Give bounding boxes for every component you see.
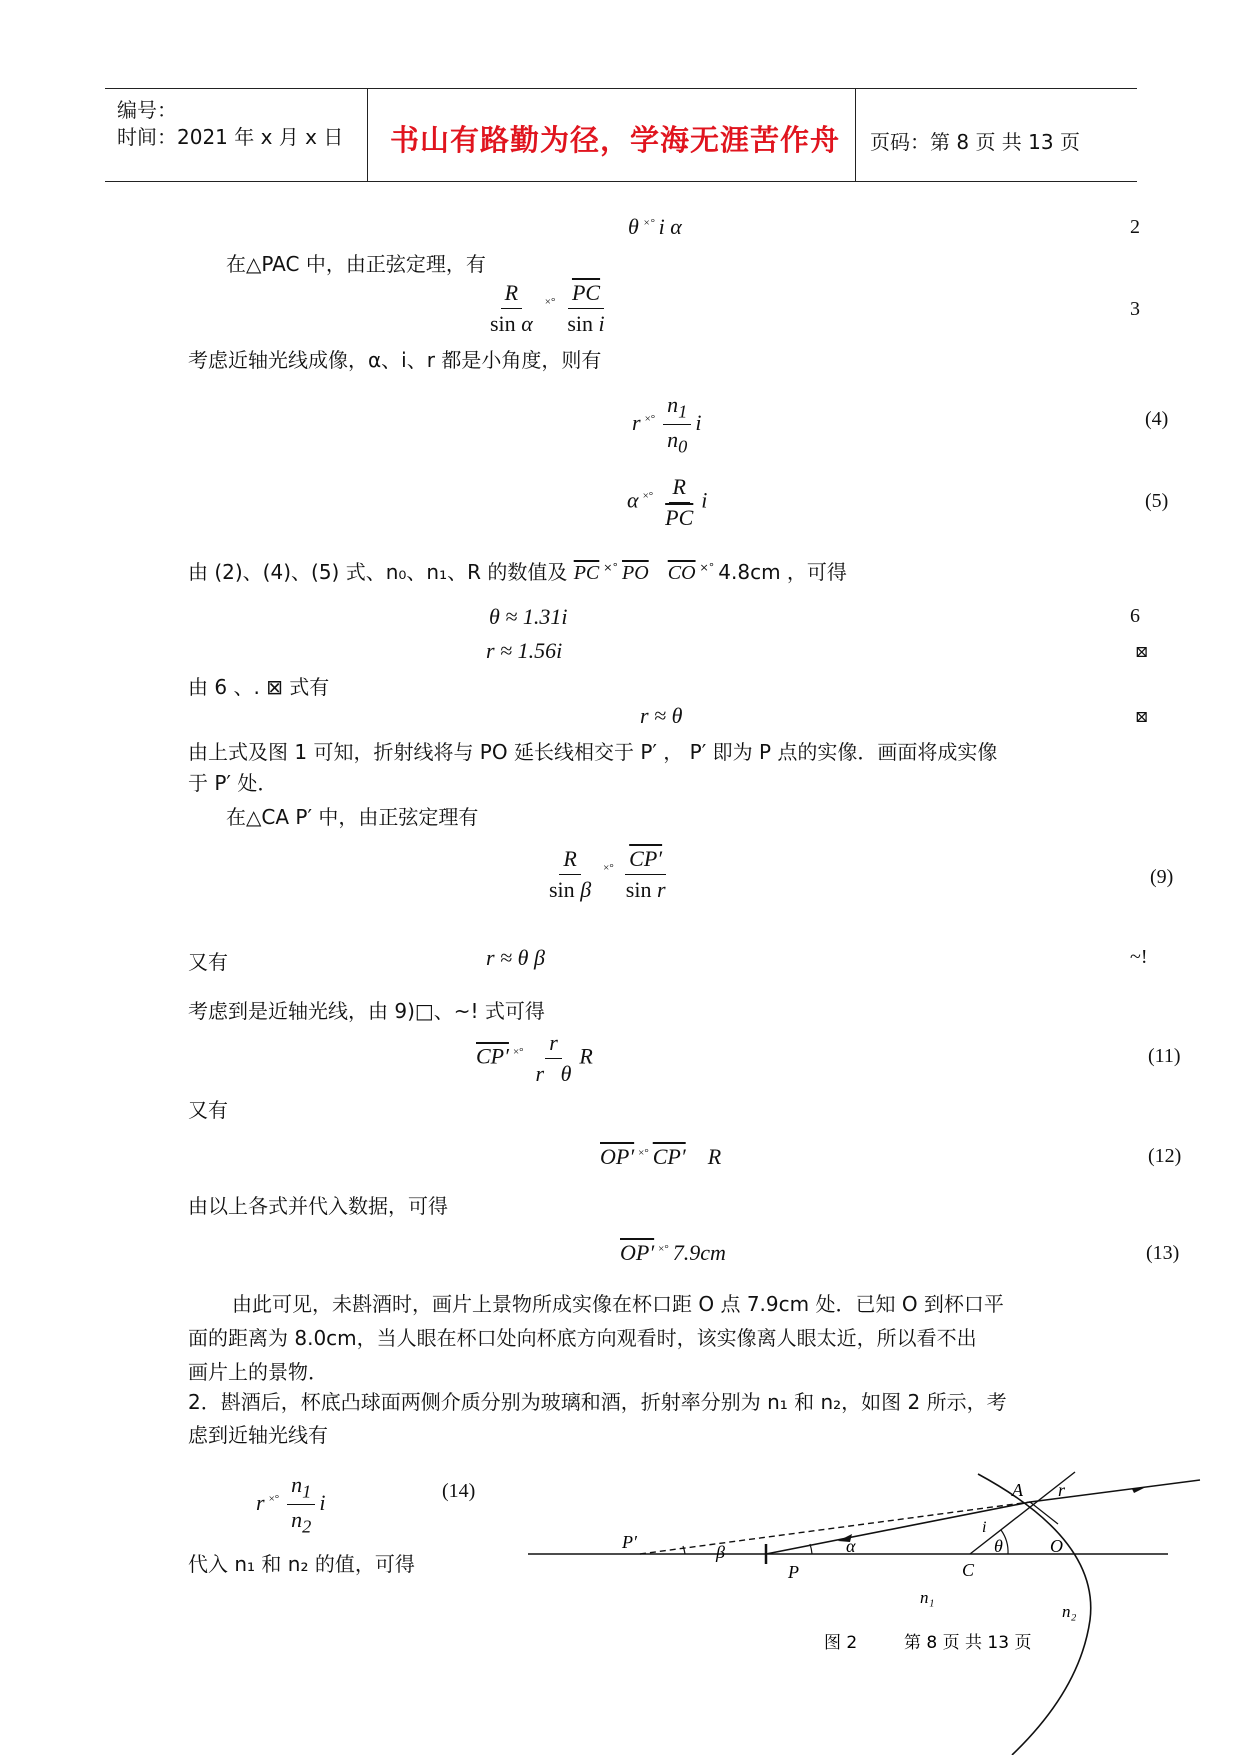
equation-14-number: (14) bbox=[442, 1480, 476, 1502]
equation-13: OP′ ×° 7.9cm bbox=[620, 1240, 726, 1265]
p3-co: $\overline{CO}$ bbox=[667, 562, 696, 584]
paragraph-substitute-n1-n2: 代入 n₁ 和 n₂ 的值，可得 bbox=[188, 1552, 415, 1576]
label-o: O bbox=[1050, 1536, 1063, 1556]
header-divider-left bbox=[367, 88, 368, 182]
paragraph-sine-law-pac: 在△PAC 中，由正弦定理，有 bbox=[226, 252, 486, 276]
eq13-value: 7.9cm bbox=[672, 1240, 726, 1265]
p3-text: 由 (2)、(4)、(5) 式、n₀、n₁、R 的数值及 bbox=[188, 560, 568, 584]
equation-12-number: (12) bbox=[1148, 1145, 1182, 1167]
equation-3: $\frac{R}{\text{sin α}}$ ×° $\frac{\overline{PC}}{\text{sin i}}$ bbox=[490, 280, 605, 336]
label-p-prime: P′ bbox=[622, 1532, 637, 1552]
equation-4: r ×° $\frac{n_1}{n_0}$ i bbox=[632, 392, 702, 457]
paragraph-substitute-data: 由以上各式并代入数据，可得 bbox=[188, 1194, 448, 1218]
angle-beta-arc bbox=[683, 1546, 685, 1554]
p3-value: 4.8cm ，可得 bbox=[718, 560, 847, 584]
label-theta: θ bbox=[994, 1536, 1003, 1556]
page-footer: 第 8 页 共 13 页 bbox=[904, 1633, 1032, 1653]
label-n1: n₁ bbox=[920, 1588, 935, 1607]
paragraph-conclusion-line3: 画片上的景物． bbox=[188, 1360, 328, 1384]
equation-3-number: 3 bbox=[1130, 298, 1140, 320]
header-bottom-rule bbox=[105, 181, 1137, 182]
virtual-ray-extension bbox=[640, 1502, 1030, 1554]
paragraph-sine-law-cap: 在△CA P′ 中，由正弦定理有 bbox=[226, 805, 479, 829]
paragraph-conclusion-line1: 由此可见，未斟酒时，画片上景物所成实像在杯口距 O 点 7.9cm 处．已知 O 到杯口平 bbox=[232, 1292, 1004, 1316]
paragraph-part2-line2: 虑到近轴光线有 bbox=[188, 1423, 328, 1447]
paragraph-substitution: 由 (2)、(4)、(5) 式、n₀、n₁、R 的数值及 $\overline{PC}$ ×° $\overline{PO}$ $\overline{CO}$ ×° 4.8cm ，可得 bbox=[188, 560, 847, 584]
equation-4-number: (4) bbox=[1145, 408, 1169, 430]
refracted-ray bbox=[1030, 1480, 1200, 1502]
label-a: A bbox=[1012, 1480, 1023, 1500]
header-page-info: 页码：第 8 页 共 13 页 bbox=[870, 130, 1080, 154]
p3-po: $\overline{PO}$ bbox=[622, 562, 649, 584]
eq2-left: θ bbox=[628, 214, 639, 239]
equation-12: OP′ ×° CP′ R bbox=[600, 1144, 722, 1169]
paragraph-also-have-1: 又有 bbox=[188, 950, 228, 974]
paragraph-real-image-line1: 由上式及图 1 可知，折射线将与 PO 延长线相交于 P′ ， P′ 即为 P 点的实像．画面将成实像 bbox=[188, 740, 998, 764]
equation-9: $\frac{R}{\text{sin β}}$ ×° $\frac{CP'}{\text{sin r}}$ bbox=[549, 846, 666, 902]
equation-5-number: (5) bbox=[1145, 490, 1169, 512]
equation-14: r ×° $\frac{n_1}{n_2}$ i bbox=[256, 1472, 326, 1537]
paragraph-paraxial-9-10: 考虑到是近轴光线，由 9)□、~! 式可得 bbox=[188, 999, 545, 1023]
p3-pc: $\overline{PC}$ bbox=[573, 562, 600, 584]
header-top-rule bbox=[105, 88, 1137, 89]
header-divider-right bbox=[855, 88, 856, 182]
equation-7: r ≈ 1.56i bbox=[486, 638, 563, 663]
equation-7-number: ⊠ bbox=[1135, 644, 1149, 661]
paragraph-part2-line1: 2．斟酒后，杯底凸球面两侧介质分别为玻璃和酒，折射率分别为 n₁ 和 n₂，如图 2 所示，考 bbox=[188, 1390, 1007, 1414]
paragraph-from-6-7: 由 6 、. ⊠ 式有 bbox=[188, 675, 330, 699]
equation-8-number: ⊠ bbox=[1135, 709, 1149, 726]
equation-2: θ ×° i α bbox=[628, 214, 682, 239]
equation-6-number: 6 bbox=[1130, 605, 1140, 627]
equation-6: θ ≈ 1.31i bbox=[489, 604, 568, 629]
equation-13-number: (13) bbox=[1146, 1242, 1180, 1264]
label-n2: n₂ bbox=[1062, 1602, 1077, 1621]
label-c: C bbox=[962, 1560, 975, 1580]
header-time: 时间：2021 年 x 月 x 日 bbox=[117, 125, 344, 149]
paragraph-real-image-line2: 于 P′ 处． bbox=[188, 771, 278, 795]
label-p: P bbox=[788, 1562, 799, 1582]
eq2-right: i α bbox=[658, 214, 682, 239]
header-number-label: 编号： bbox=[117, 98, 177, 122]
paragraph-also-have-2: 又有 bbox=[188, 1098, 228, 1122]
label-i: i bbox=[982, 1519, 987, 1536]
figure-2-diagram bbox=[520, 1460, 1241, 1755]
tangent-marker bbox=[1030, 1502, 1058, 1524]
equation-9-number: (9) bbox=[1150, 866, 1174, 888]
label-alpha: α bbox=[846, 1536, 856, 1556]
header-motto: 书山有路勤为径，学海无涯苦作舟 bbox=[390, 123, 841, 157]
equation-5: α ×° $\frac{R}{PC}$ i bbox=[627, 474, 708, 530]
equation-11: CP′ ×° $\frac{r}{\text{r θ}}$ R bbox=[476, 1030, 593, 1086]
label-r: r bbox=[1058, 1480, 1066, 1500]
label-beta: β bbox=[716, 1542, 725, 1562]
paragraph-conclusion-line2: 面的距离为 8.0cm，当人眼在杯口处向杯底方向观看时，该实像离人眼太近，所以看不出 bbox=[188, 1326, 977, 1350]
figure-caption: 图 2 bbox=[824, 1633, 858, 1653]
equation-10: r ≈ θ β bbox=[486, 945, 545, 970]
incident-ray bbox=[766, 1502, 1030, 1554]
equation-10-number: ~! bbox=[1130, 946, 1148, 968]
equation-2-number: 2 bbox=[1130, 216, 1140, 238]
equation-11-number: (11) bbox=[1148, 1045, 1181, 1067]
paragraph-paraxial: 考虑近轴光线成像，α、i、r 都是小角度，则有 bbox=[188, 348, 602, 372]
equation-8: r ≈ θ bbox=[640, 703, 683, 728]
